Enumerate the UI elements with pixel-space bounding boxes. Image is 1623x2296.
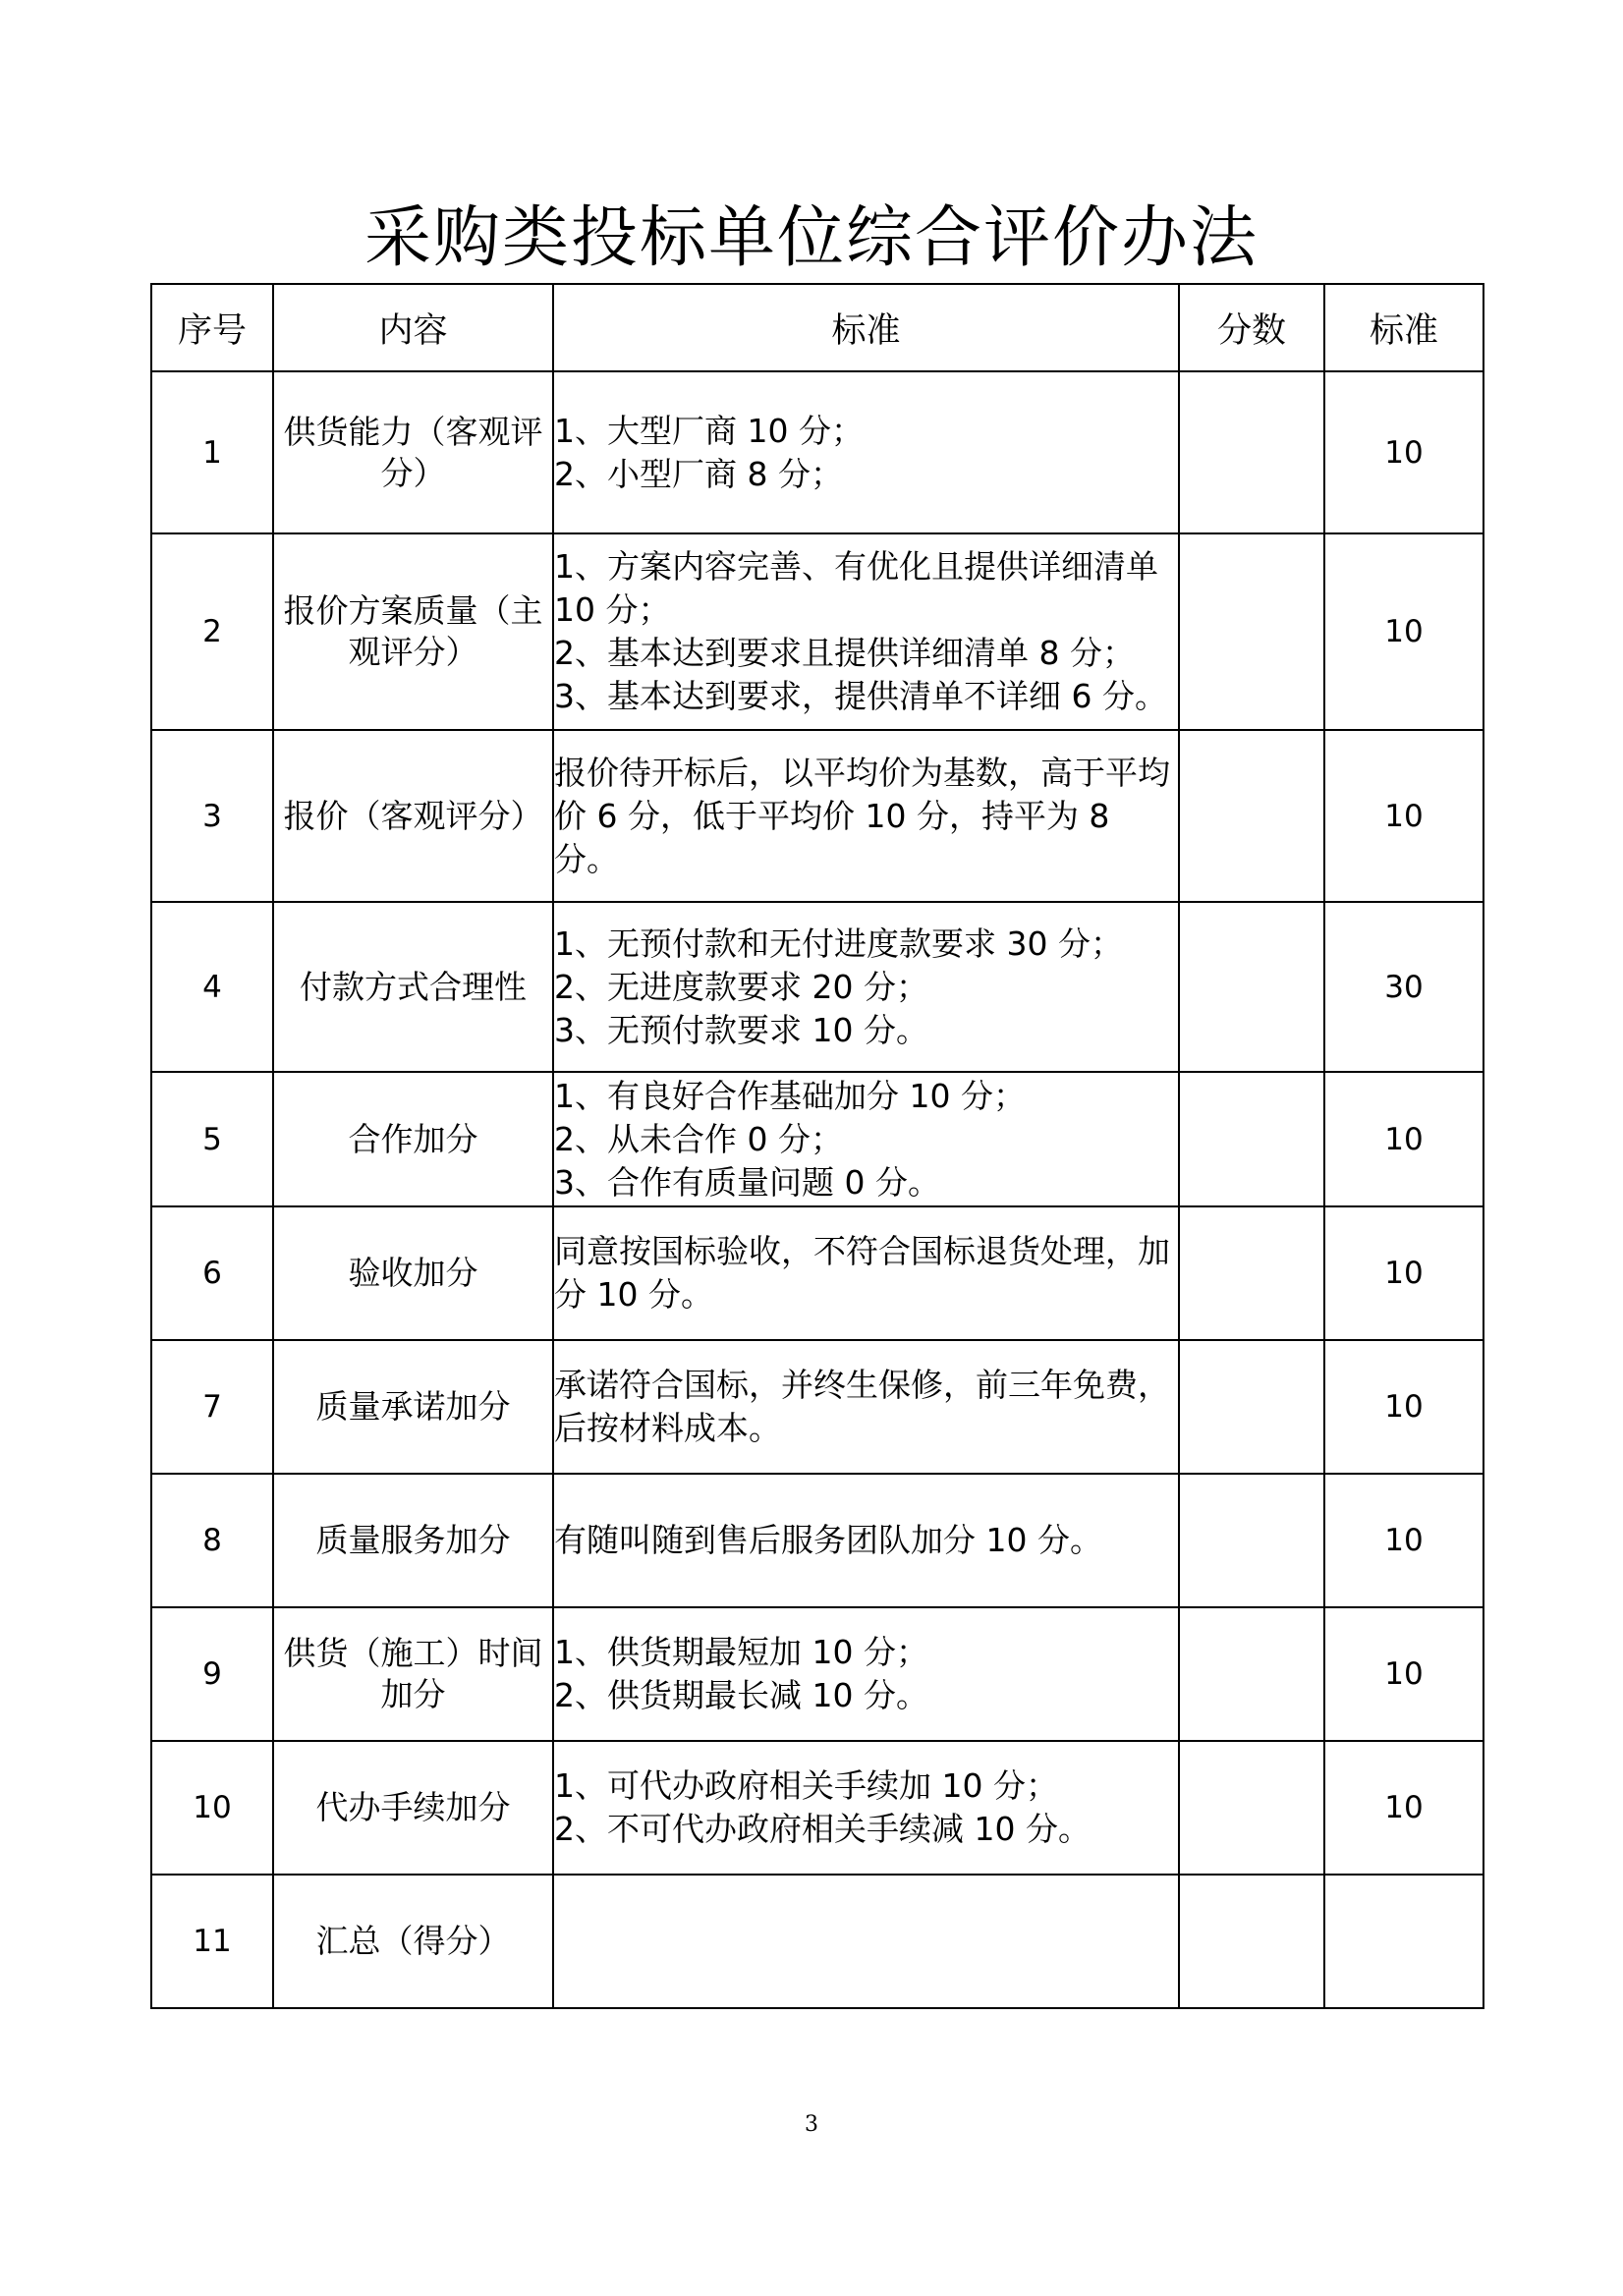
table-row bbox=[151, 533, 1483, 730]
header-content: 内容 bbox=[273, 284, 553, 371]
table-row bbox=[151, 1340, 1483, 1474]
criteria-line: 3、基本达到要求，提供清单不详细 6 分。 bbox=[554, 677, 1167, 715]
evaluation-table bbox=[150, 283, 1484, 2009]
criteria-line: 同意按国标验收，不符合国标退货处理，加分 10 分。 bbox=[554, 1232, 1170, 1314]
row-score bbox=[1179, 371, 1324, 533]
row-criteria bbox=[553, 1474, 1179, 1607]
criteria-line: 1、有良好合作基础加分 10 分； bbox=[554, 1076, 1026, 1115]
row-score bbox=[1179, 533, 1324, 730]
row-criteria bbox=[553, 1340, 1179, 1474]
table-row bbox=[151, 1741, 1483, 1875]
criteria-line: 1、供货期最短加 10 分； bbox=[554, 1633, 928, 1671]
row-content: 代办手续加分 bbox=[273, 1741, 553, 1875]
row-criteria bbox=[553, 1206, 1179, 1340]
row-score bbox=[1179, 1741, 1324, 1875]
row-content: 报价（客观评分） bbox=[273, 730, 553, 902]
table-row bbox=[151, 1206, 1483, 1340]
page-title: 采购类投标单位综合评价办法 bbox=[364, 199, 1259, 277]
table-row bbox=[151, 1072, 1483, 1206]
row-number: 7 bbox=[151, 1340, 273, 1474]
table-row bbox=[151, 730, 1483, 902]
row-number: 2 bbox=[151, 533, 273, 730]
table-row bbox=[151, 371, 1483, 533]
row-criteria bbox=[553, 902, 1179, 1072]
row-score bbox=[1179, 1607, 1324, 1741]
row-content: 汇总（得分） bbox=[273, 1875, 553, 2008]
row-content: 验收加分 bbox=[273, 1206, 553, 1340]
row-content: 质量服务加分 bbox=[273, 1474, 553, 1607]
row-score bbox=[1179, 1206, 1324, 1340]
row-content: 质量承诺加分 bbox=[273, 1340, 553, 1474]
criteria-line: 1、可代办政府相关手续加 10 分； bbox=[554, 1766, 1058, 1805]
row-criteria bbox=[553, 730, 1179, 902]
criteria-line: 2、无进度款要求 20 分； bbox=[554, 967, 928, 1006]
row-criteria bbox=[553, 371, 1179, 533]
row-standard: 10 bbox=[1324, 1206, 1483, 1340]
table-body bbox=[151, 371, 1483, 2008]
row-number: 8 bbox=[151, 1474, 273, 1607]
row-number: 3 bbox=[151, 730, 273, 902]
row-criteria bbox=[553, 1072, 1179, 1206]
criteria-line: 1、无预付款和无付进度款要求 30 分； bbox=[554, 924, 1123, 963]
criteria-line: 2、从未合作 0 分； bbox=[554, 1119, 843, 1158]
row-standard: 10 bbox=[1324, 1741, 1483, 1875]
row-number: 1 bbox=[151, 371, 273, 533]
row-content: 供货（施工）时间加分 bbox=[273, 1607, 553, 1741]
row-standard: 10 bbox=[1324, 533, 1483, 730]
row-standard: 10 bbox=[1324, 371, 1483, 533]
row-standard bbox=[1324, 1875, 1483, 2008]
criteria-line: 3、无预付款要求 10 分。 bbox=[554, 1010, 928, 1049]
header-criteria: 标准 bbox=[553, 284, 1179, 371]
header-score: 分数 bbox=[1179, 284, 1324, 371]
table-row bbox=[151, 1875, 1483, 2008]
table-row bbox=[151, 902, 1483, 1072]
row-number: 10 bbox=[151, 1741, 273, 1875]
row-score bbox=[1179, 1875, 1324, 2008]
criteria-line: 有随叫随到售后服务团队加分 10 分。 bbox=[554, 1521, 1102, 1559]
row-content: 报价方案质量（主观评分） bbox=[273, 533, 553, 730]
criteria-line: 1、方案内容完善、有优化且提供详细清单 10 分； bbox=[554, 547, 1158, 629]
row-standard: 10 bbox=[1324, 1340, 1483, 1474]
page-number: 3 bbox=[805, 2112, 818, 2137]
table-header-row bbox=[151, 284, 1483, 371]
criteria-line: 2、小型厂商 8 分； bbox=[554, 454, 843, 493]
row-standard: 10 bbox=[1324, 1607, 1483, 1741]
criteria-line: 1、大型厂商 10 分； bbox=[554, 411, 864, 450]
criteria-line: 报价待开标后，以平均价为基数，高于平均价 6 分，低于平均价 10 分，持平为 8 分。 bbox=[554, 753, 1170, 878]
row-score bbox=[1179, 730, 1324, 902]
header-standard: 标准 bbox=[1324, 284, 1483, 371]
row-standard: 10 bbox=[1324, 1072, 1483, 1206]
table-row bbox=[151, 1474, 1483, 1607]
row-number: 5 bbox=[151, 1072, 273, 1206]
row-number: 6 bbox=[151, 1206, 273, 1340]
criteria-line: 3、合作有质量问题 0 分。 bbox=[554, 1162, 940, 1202]
row-standard: 10 bbox=[1324, 1474, 1483, 1607]
row-content: 供货能力（客观评分） bbox=[273, 371, 553, 533]
criteria-line: 承诺符合国标，并终生保修，前三年免费，后按材料成本。 bbox=[554, 1366, 1170, 1447]
row-number: 4 bbox=[151, 902, 273, 1072]
criteria-line: 2、不可代办政府相关手续减 10 分。 bbox=[554, 1810, 1091, 1848]
row-number: 9 bbox=[151, 1607, 273, 1741]
row-number: 11 bbox=[151, 1875, 273, 2008]
criteria-line: 2、基本达到要求且提供详细清单 8 分； bbox=[554, 634, 1135, 672]
row-score bbox=[1179, 902, 1324, 1072]
row-criteria bbox=[553, 1607, 1179, 1741]
row-criteria bbox=[553, 1741, 1179, 1875]
row-criteria bbox=[553, 533, 1179, 730]
row-score bbox=[1179, 1072, 1324, 1206]
row-content: 付款方式合理性 bbox=[273, 902, 553, 1072]
row-score bbox=[1179, 1340, 1324, 1474]
row-criteria bbox=[553, 1875, 1179, 2008]
row-content: 合作加分 bbox=[273, 1072, 553, 1206]
row-score bbox=[1179, 1474, 1324, 1607]
row-standard: 30 bbox=[1324, 902, 1483, 1072]
table-row bbox=[151, 1607, 1483, 1741]
criteria-line: 2、供货期最长减 10 分。 bbox=[554, 1676, 928, 1714]
row-standard: 10 bbox=[1324, 730, 1483, 902]
header-num: 序号 bbox=[151, 284, 273, 371]
